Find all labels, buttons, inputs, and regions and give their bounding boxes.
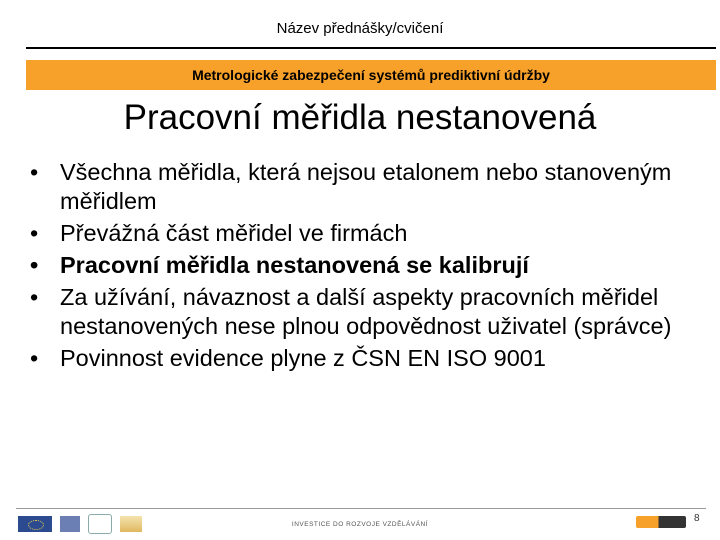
bullet-item-emphasized: • Pracovní měřidla nestanovená se kalibrují	[30, 251, 705, 280]
subject-title: Metrologické zabezpečení systémů prediktivní údržby	[192, 67, 550, 83]
footer-text: INVESTICE DO ROZVOJE VZDĚLÁVÁNÍ	[291, 521, 429, 528]
bullet-item: • Všechna měřidla, která nejsou etalonem nebo stanoveným měřidlem	[30, 158, 705, 216]
footer-divider	[16, 508, 706, 509]
bullet-list	[30, 158, 705, 376]
bullet-item: • Povinnost evidence plyne z ČSN EN ISO 9001	[30, 344, 705, 373]
project-logo	[636, 516, 686, 528]
bullet-item: • Za užívání, návaznost a další aspekty pracovních měřidel nestanovených nese plnou odpovědnost uživatel (správce)	[30, 283, 705, 341]
lecture-title: Název přednášky/cvičení	[276, 20, 444, 37]
page-number: 8	[694, 513, 700, 524]
bullet-item: • Převážná část měřidel ve firmách	[30, 219, 705, 248]
slide-title: Pracovní měřidla nestanovená	[123, 98, 597, 137]
subject-bar	[26, 60, 716, 90]
header-divider	[26, 47, 716, 49]
